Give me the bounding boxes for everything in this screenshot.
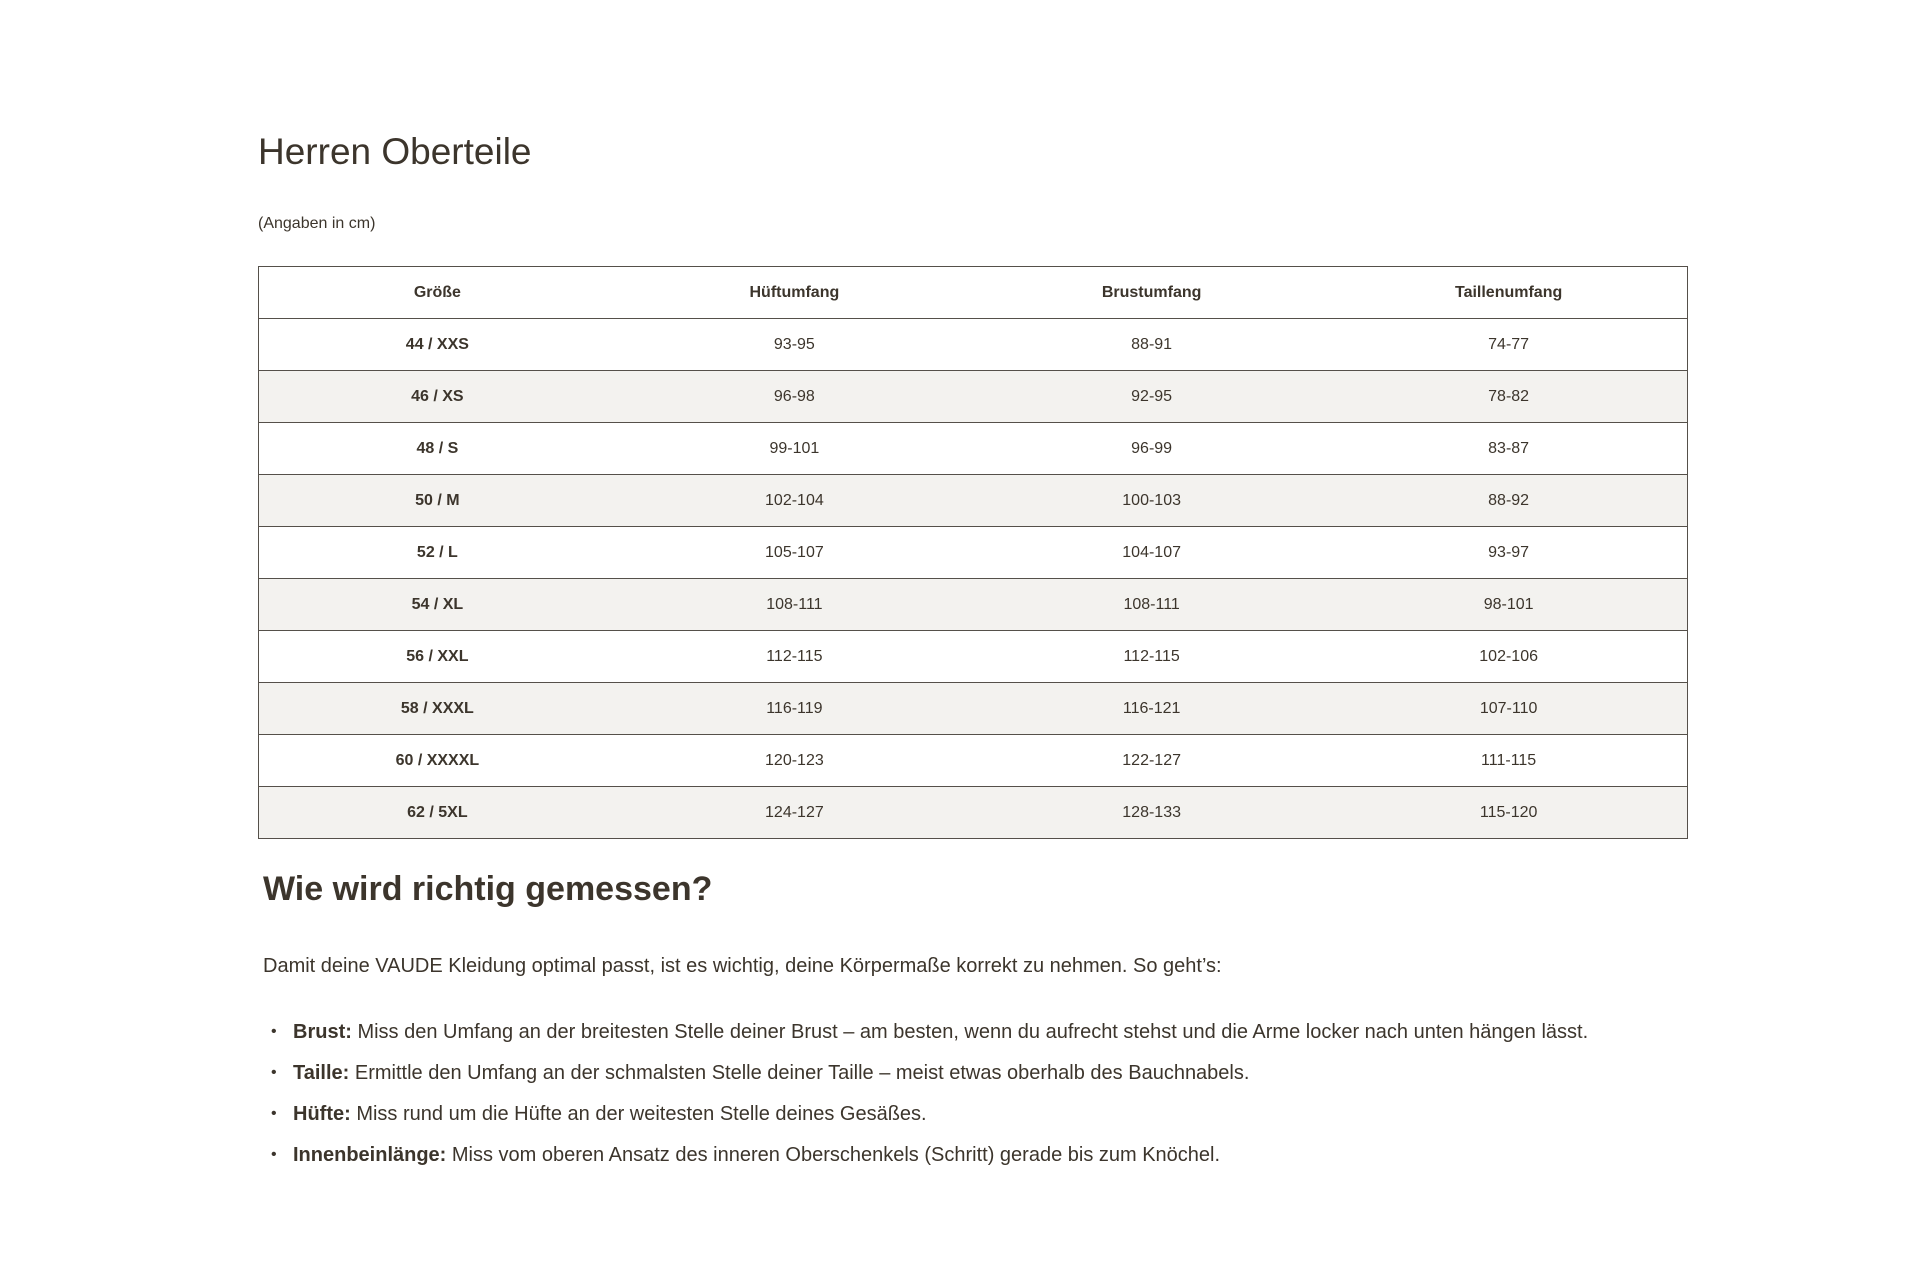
chest-cell: 116-121 — [973, 683, 1330, 735]
measuring-guide-intro: Damit deine VAUDE Kleidung optimal passt, ist es wichtig, deine Körpermaße korrekt zu nehmen. So geht’s: — [263, 955, 1222, 977]
waist-cell: 98-101 — [1330, 579, 1687, 631]
measure-term: Hüfte: — [293, 1103, 351, 1125]
bullet-icon: • — [271, 1023, 277, 1040]
chest-cell: 96-99 — [973, 423, 1330, 475]
table-row — [259, 579, 1688, 631]
list-item — [263, 1141, 1663, 1169]
size-chart-table — [258, 266, 1688, 839]
size-cell: 44 / XXS — [259, 319, 616, 371]
size-cell: 50 / M — [259, 475, 616, 527]
hip-cell: 116-119 — [616, 683, 973, 735]
hip-cell: 120-123 — [616, 735, 973, 787]
chest-cell: 122-127 — [973, 735, 1330, 787]
hip-cell: 124-127 — [616, 787, 973, 839]
bullet-icon: • — [271, 1064, 277, 1081]
table-header-row — [259, 267, 1688, 319]
measure-description: Miss rund um die Hüfte an der weitesten Stelle deines Gesäßes. — [350, 1103, 927, 1125]
hip-cell: 96-98 — [616, 371, 973, 423]
chest-cell: 100-103 — [973, 475, 1330, 527]
table-row — [259, 319, 1688, 371]
table-row — [259, 371, 1688, 423]
bullet-icon: • — [271, 1105, 277, 1122]
header-hip: Hüftumfang — [616, 267, 973, 319]
table-row — [259, 683, 1688, 735]
waist-cell: 83-87 — [1330, 423, 1687, 475]
size-cell: 56 / XXL — [259, 631, 616, 683]
chest-cell: 88-91 — [973, 319, 1330, 371]
measure-term: Brust: — [293, 1021, 352, 1043]
hip-cell: 93-95 — [616, 319, 973, 371]
size-cell: 62 / 5XL — [259, 787, 616, 839]
waist-cell: 93-97 — [1330, 527, 1687, 579]
hip-cell: 99-101 — [616, 423, 973, 475]
header-waist: Taillenumfang — [1330, 267, 1687, 319]
waist-cell: 102-106 — [1330, 631, 1687, 683]
size-cell: 52 / L — [259, 527, 616, 579]
measure-description: Miss vom oberen Ansatz des inneren Oberschenkels (Schritt) gerade bis zum Knöchel. — [446, 1144, 1221, 1166]
measuring-instructions-list — [263, 1018, 1663, 1182]
list-item — [263, 1018, 1663, 1046]
waist-cell: 74-77 — [1330, 319, 1687, 371]
hip-cell: 112-115 — [616, 631, 973, 683]
waist-cell: 88-92 — [1330, 475, 1687, 527]
chest-cell: 112-115 — [973, 631, 1330, 683]
bullet-icon: • — [271, 1146, 277, 1163]
page-title: Herren Oberteile — [258, 131, 532, 172]
measure-term: Taille: — [293, 1062, 350, 1084]
chest-cell: 128-133 — [973, 787, 1330, 839]
waist-cell: 111-115 — [1330, 735, 1687, 787]
table-row — [259, 735, 1688, 787]
units-note: (Angaben in cm) — [258, 215, 376, 232]
size-cell: 58 / XXXL — [259, 683, 616, 735]
hip-cell: 105-107 — [616, 527, 973, 579]
size-cell: 54 / XL — [259, 579, 616, 631]
table-row — [259, 423, 1688, 475]
list-item — [263, 1100, 1663, 1128]
measure-description: Miss den Umfang an der breitesten Stelle deiner Brust – am besten, wenn du aufrecht stehst und die Arme locker nach unten hängen lässt. — [351, 1021, 1589, 1043]
measure-term: Innenbeinlänge: — [293, 1144, 447, 1166]
hip-cell: 108-111 — [616, 579, 973, 631]
header-size: Größe — [259, 267, 616, 319]
table-row — [259, 475, 1688, 527]
list-item — [263, 1059, 1663, 1087]
size-cell: 60 / XXXXL — [259, 735, 616, 787]
header-chest: Brustumfang — [973, 267, 1330, 319]
chest-cell: 104-107 — [973, 527, 1330, 579]
waist-cell: 115-120 — [1330, 787, 1687, 839]
table-row — [259, 787, 1688, 839]
waist-cell: 107-110 — [1330, 683, 1687, 735]
table-row — [259, 631, 1688, 683]
hip-cell: 102-104 — [616, 475, 973, 527]
chest-cell: 92-95 — [973, 371, 1330, 423]
waist-cell: 78-82 — [1330, 371, 1687, 423]
size-cell: 48 / S — [259, 423, 616, 475]
measure-description: Ermittle den Umfang an der schmalsten Stelle deiner Taille – meist etwas oberhalb des Bauchnabels. — [349, 1062, 1250, 1084]
size-cell: 46 / XS — [259, 371, 616, 423]
chest-cell: 108-111 — [973, 579, 1330, 631]
measuring-guide-heading: Wie wird richtig gemessen? — [263, 870, 713, 908]
table-row — [259, 527, 1688, 579]
